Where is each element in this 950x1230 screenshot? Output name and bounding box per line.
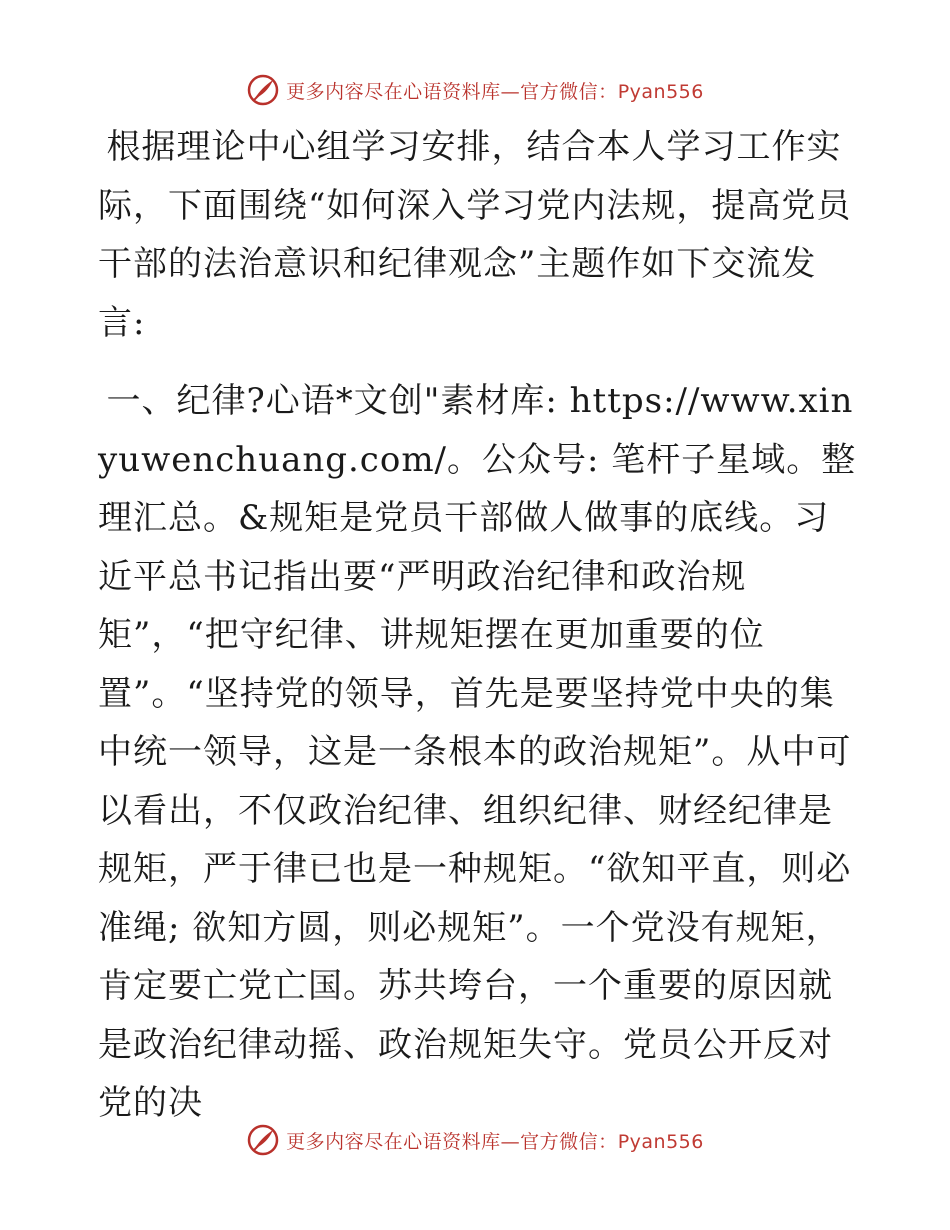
banner-title: 更多内容尽在心语资料库: [286, 80, 501, 103]
footer-banner-text: [286, 1127, 704, 1154]
banner-separator: —: [500, 80, 521, 103]
banner-wechat-label: 官方微信：: [520, 80, 618, 103]
banner-wechat-id: Pyan556: [617, 1130, 704, 1153]
quill-seal-icon: [246, 73, 280, 107]
banner-title: 更多内容尽在心语资料库: [286, 1130, 501, 1153]
banner-separator: —: [500, 1130, 521, 1153]
document-body: [98, 118, 858, 1133]
header-banner-text: [286, 77, 704, 104]
footer-banner: [0, 1120, 950, 1160]
quill-seal-icon: [246, 1123, 280, 1157]
header-banner: [0, 70, 950, 110]
banner-wechat-label: 官方微信：: [520, 1130, 618, 1153]
banner-wechat-id: Pyan556: [617, 80, 704, 103]
paragraph-section-one: 一、纪律?心语*文创"素材库: https://www.xinyuwenchuang.com/。公众号: 笔杆子星域。整理汇总。&规矩是党员干部做人做事的底线。习近平总书记指出要“严明政治纪律和政治规矩”，“把守纪律、讲规矩摆在更加重要的位置”。“坚持党的领导，首先是要坚持党中央的集中统一领导，这是一条根本的政治规矩”。从中可以看出，不仅政治纪律、组织纪律、财经纪律是规矩，严于律已也是一种规矩。“欲知平直，则必准绳; 欲知方圆，则必规矩”。一个党没有规矩，肯定要亡党亡国。苏共垮台，一个重要的原因就是政治纪律动摇、政治规矩失守。党员公开反对党的决: [98, 381, 857, 1123]
paragraph-intro: 根据理论中心组学习安排，结合本人学习工作实际，下面围绕“如何深入学习党内法规，提高党员干部的法治意识和纪律观念”主题作如下交流发言:: [98, 127, 852, 343]
